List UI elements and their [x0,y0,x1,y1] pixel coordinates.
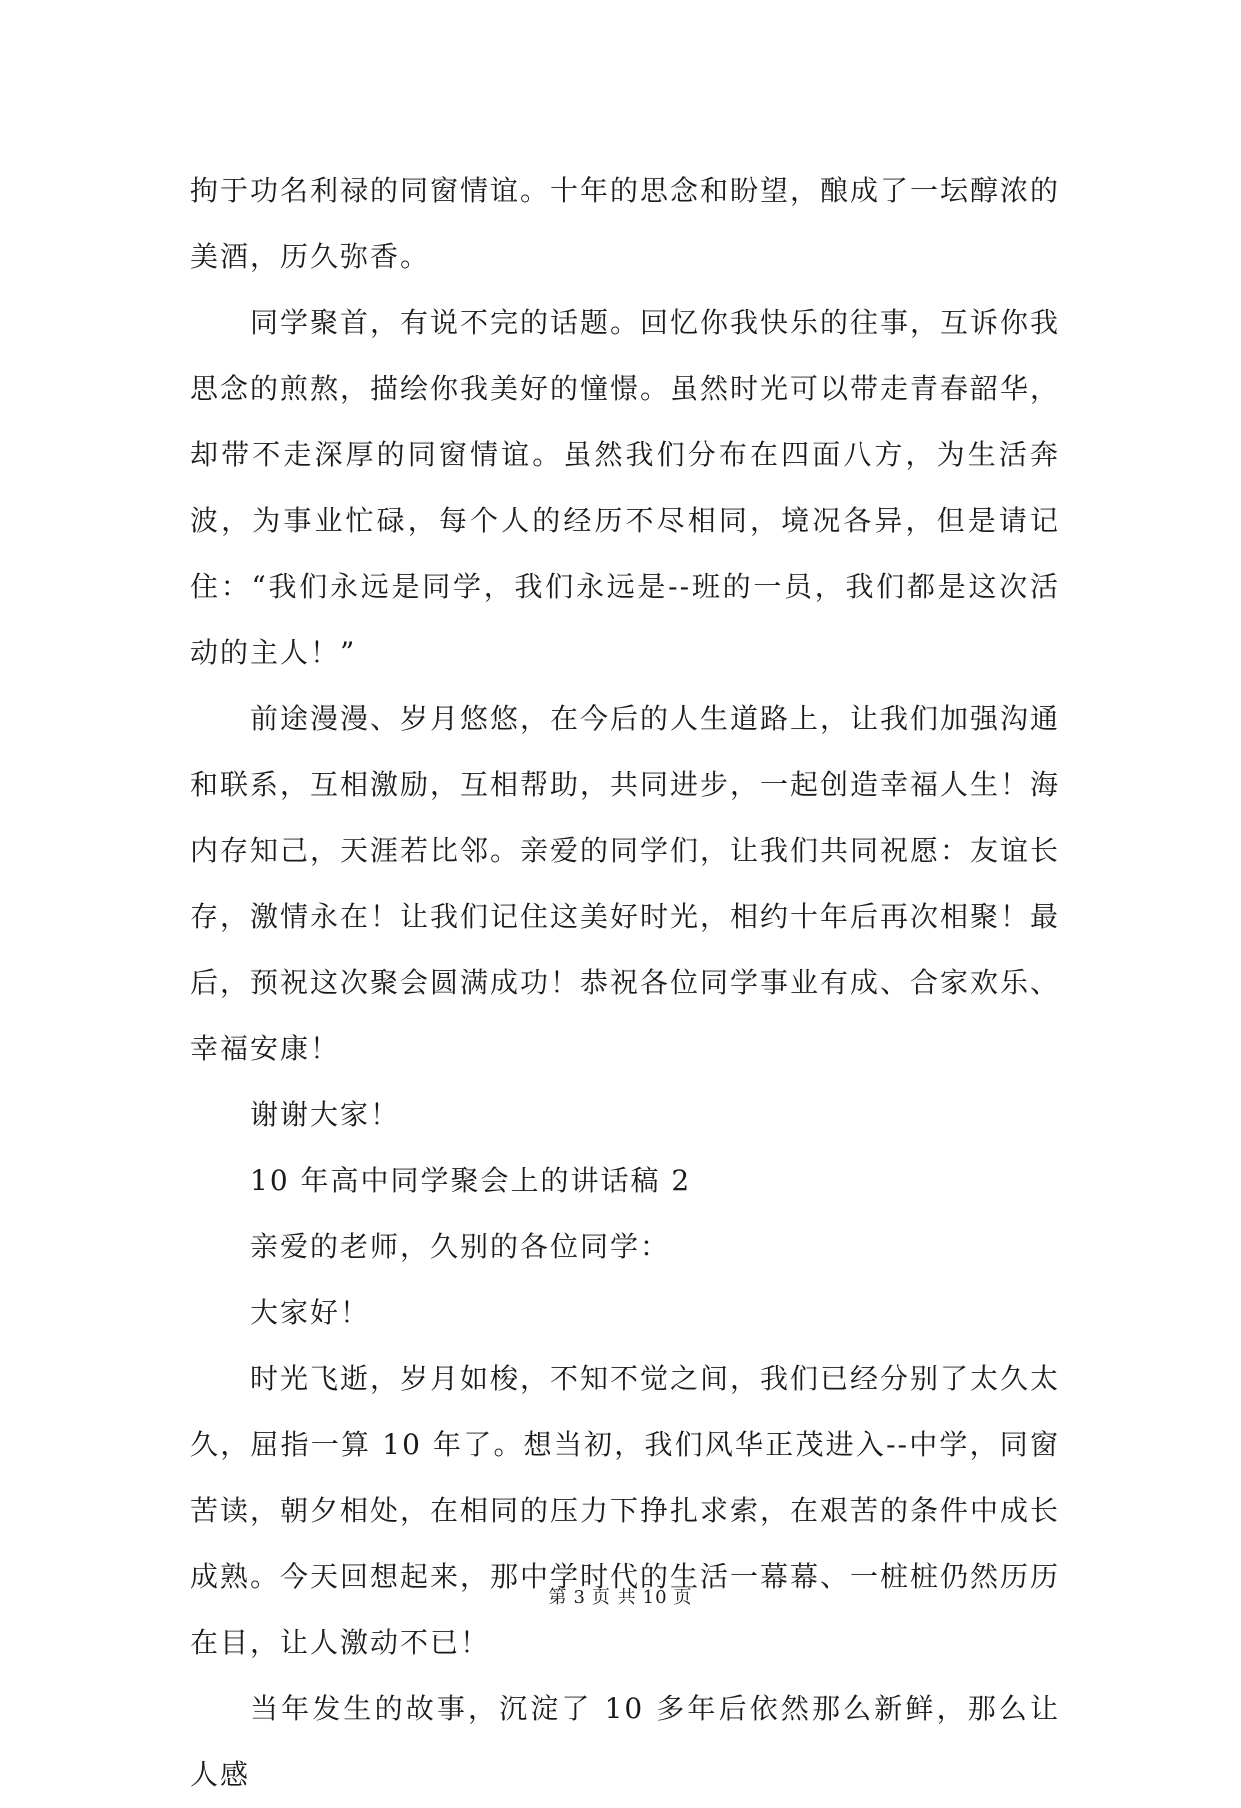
footer-prefix: 第 [548,1587,568,1608]
footer-middle: 页 共 [591,1587,637,1608]
document-body [190,158,1060,1808]
section-heading: 10 年高中同学聚会上的讲话稿 2 [250,1164,692,1197]
page-footer [0,1583,1241,1609]
paragraph-greeting: 大家好！ [250,1296,371,1329]
paragraph-past-stories: 当年发生的故事，沉淀了 10 多年后依然那么新鲜，那么让人感 [190,1692,1060,1791]
footer-total-pages: 10 [642,1587,668,1608]
footer-suffix: 页 [673,1587,693,1608]
paragraph-future-wishes: 前途漫漫、岁月悠悠，在今后的人生道路上，让我们加强沟通和联系，互相激励，互相帮助，共同进步，一起创造幸福人生！海内存知己，天涯若比邻。亲爱的同学们，让我们共同祝愿：友谊长存，激情永在！让我们记住这美好时光，相约十年后再次相聚！最后，预祝这次聚会圆满成功！恭祝各位同学事业有成、合家欢乐、幸福安康！ [190,702,1061,1065]
paragraph-reunion-topics: 同学聚首，有说不完的话题。回忆你我快乐的往事，互诉你我思念的煎熬，描绘你我美好的憧憬。虽然时光可以带走青春韶华，却带不走深厚的同窗情谊。虽然我们分布在四面八方，为生活奔波，为事业忙碌，每个人的经历不尽相同，境况各异，但是请记住：“我们永远是同学，我们永远是--班的一员，我们都是这次活动的主人！” [190,306,1061,669]
paragraph-time-flies: 时光飞逝，岁月如梭，不知不觉之间，我们已经分别了太久太久，屈指一算 10 年了。想当初，我们风华正茂进入--中学，同窗苦读，朝夕相处，在相同的压力下挣扎求索，在艰苦的条件中成长成熟。今天回想起来，那中学时代的生活一幕幕、一桩桩仍然历历在目，让人激动不已！ [190,1362,1061,1659]
paragraph-thanks: 谢谢大家！ [250,1098,401,1131]
paragraph-continuation: 拘于功名利禄的同窗情谊。十年的思念和盼望，酿成了一坛醇浓的美酒，历久弥香。 [190,174,1061,273]
footer-current-page: 3 [573,1587,586,1608]
paragraph-salutation: 亲爱的老师，久别的各位同学： [250,1230,671,1263]
